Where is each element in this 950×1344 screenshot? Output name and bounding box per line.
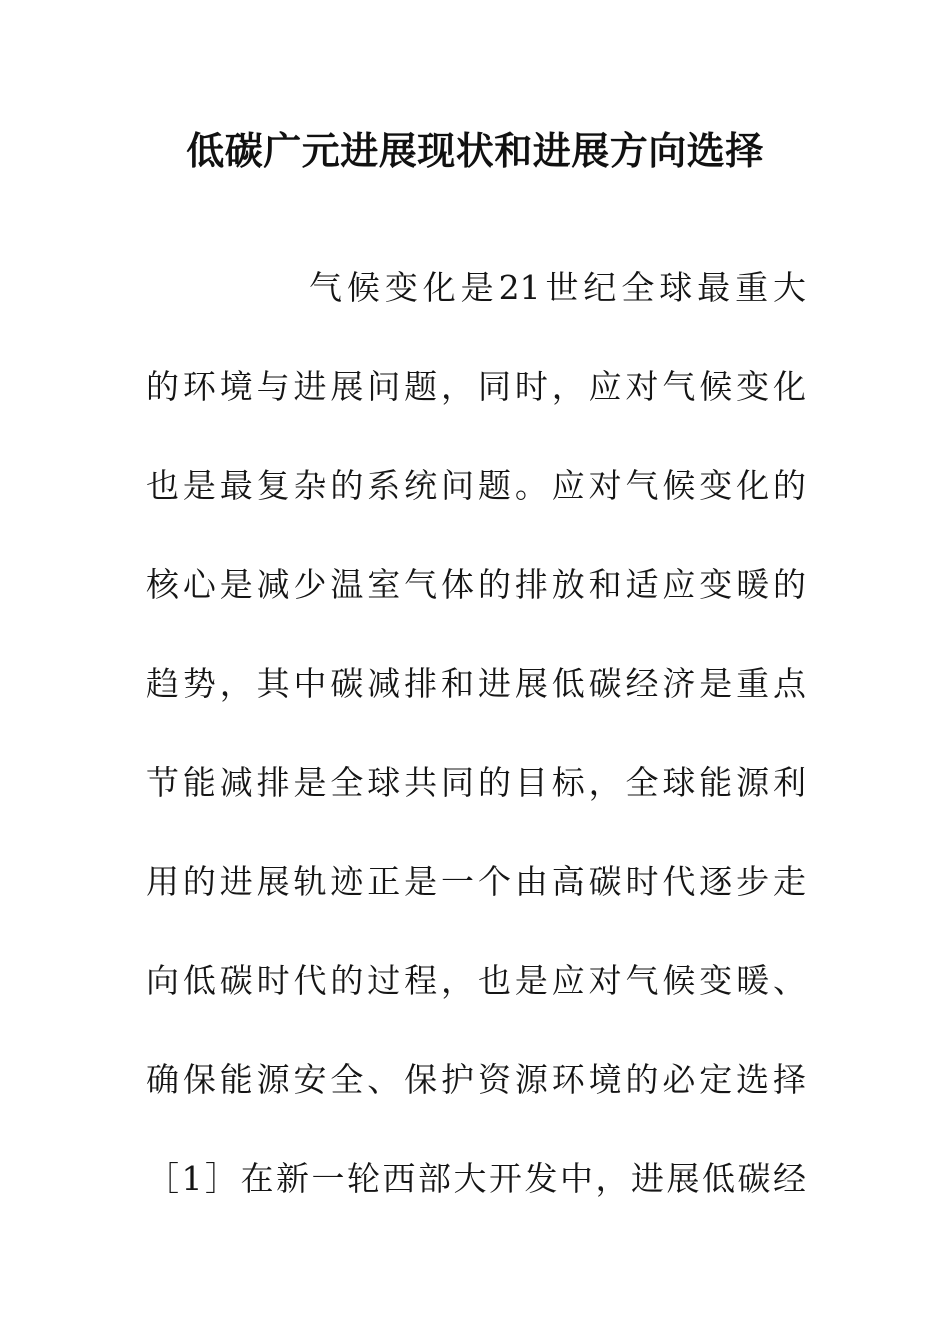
body-line: 的环境与进展问题，同时，应对气候变化 bbox=[146, 367, 806, 406]
body-line: 节能减排是全球共同的目标，全球能源利 bbox=[146, 763, 806, 802]
body-line: 确保能源安全、保护资源环境的必定选择 bbox=[146, 1060, 806, 1099]
body-text bbox=[146, 258, 806, 1248]
body-line: 趋势，其中碳减排和进展低碳经济是重点 bbox=[146, 664, 806, 703]
body-line: 核心是减少温室气体的排放和适应变暖的 bbox=[146, 565, 806, 604]
document-title: 低碳广元进展现状和进展方向选择 bbox=[186, 128, 764, 173]
body-line: 向低碳时代的过程，也是应对气候变暖、 bbox=[146, 961, 806, 1000]
body-line: 也是最复杂的系统问题。应对气候变化的 bbox=[146, 466, 806, 505]
body-line: 气候变化是21世纪全球最重大 bbox=[309, 268, 806, 307]
body-line: 用的进展轨迹正是一个由高碳时代逐步走 bbox=[146, 862, 806, 901]
body-line: ［1］在新一轮西部大开发中，进展低碳经 bbox=[146, 1159, 806, 1198]
